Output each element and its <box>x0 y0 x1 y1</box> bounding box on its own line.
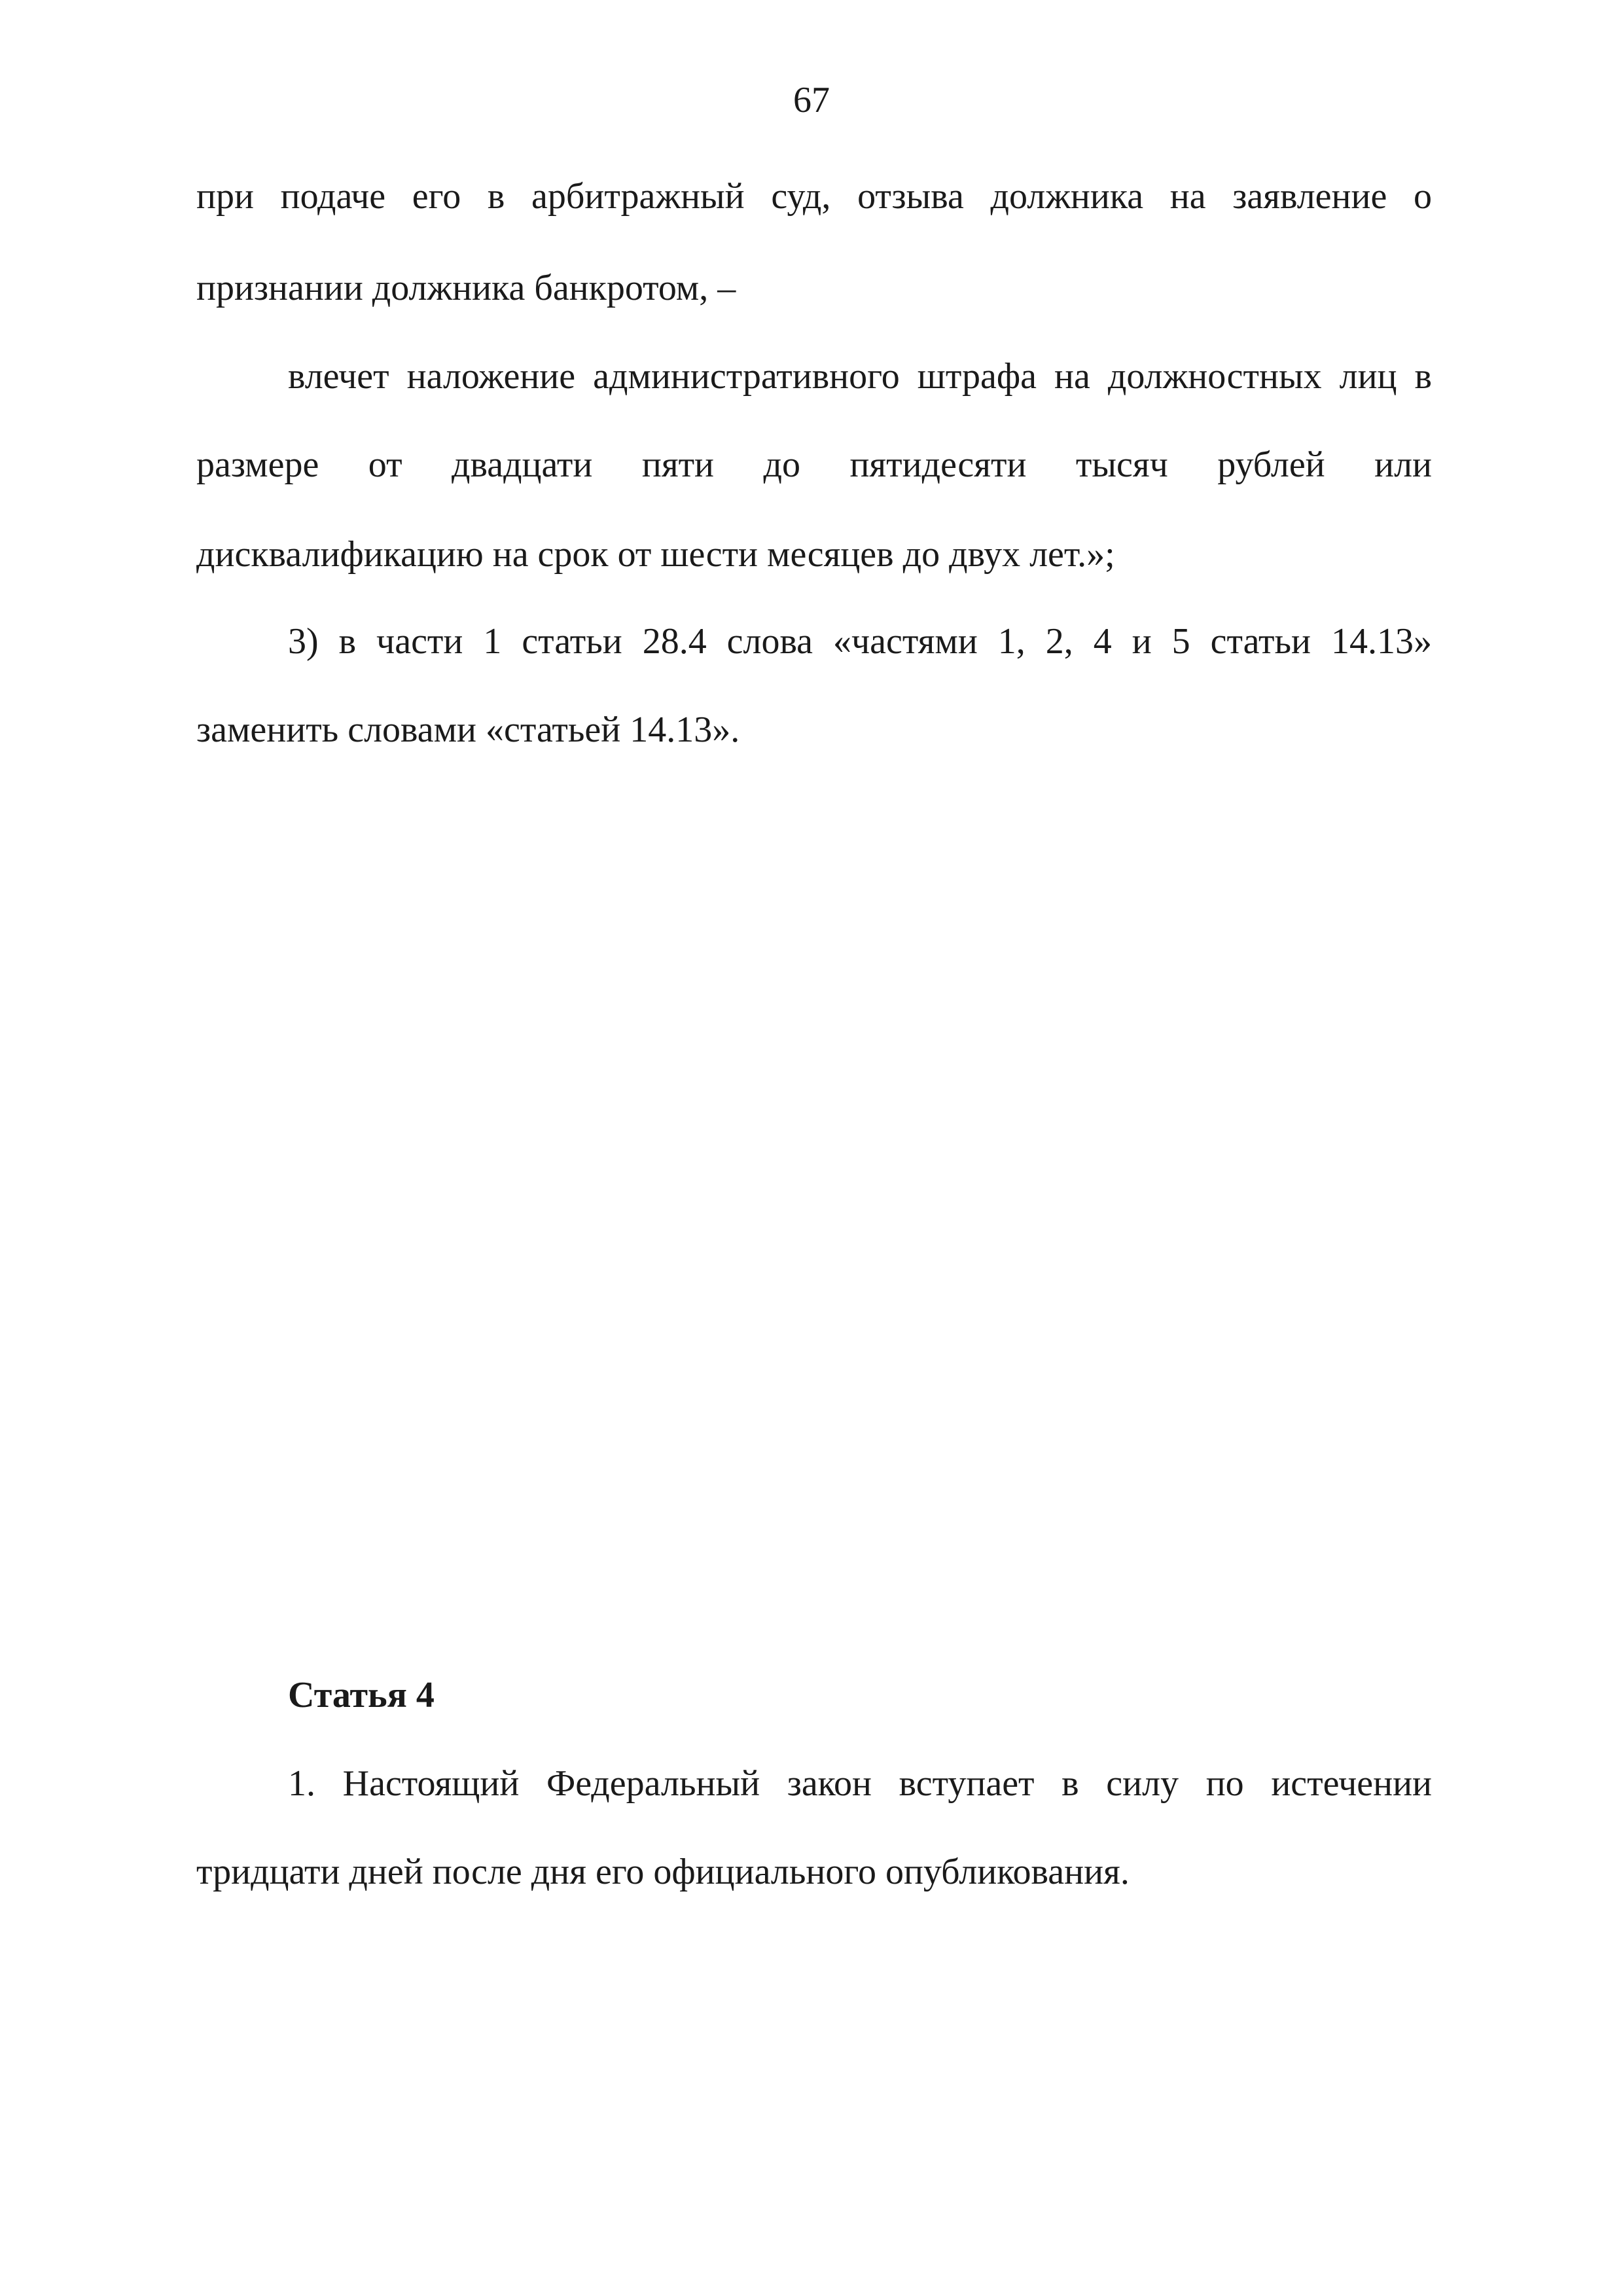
text-line-1: при подаче его в арбитражный суд, отзыва должника на заявление о <box>196 176 1432 217</box>
page-number: 67 <box>793 80 830 120</box>
text-line-5: дисквалификацию на срок от шести месяцев до двух лет.»; <box>196 534 1115 575</box>
text-line-9: тридцати дней после дня его официального опубликования. <box>196 1852 1130 1892</box>
text-line-7: заменить словами «статьей 14.13». <box>196 709 740 750</box>
text-line-6: 3) в части 1 статьи 28.4 слова «частями 1, 2, 4 и 5 статьи 14.13» <box>288 621 1432 662</box>
text-line-3: влечет наложение административного штрафа на должностных лиц в <box>288 356 1432 397</box>
text-line-8: 1. Настоящий Федеральный закон вступает в силу по истечении <box>288 1763 1432 1804</box>
text-line-2: признании должника банкротом, – <box>196 268 736 308</box>
article-heading: Статья 4 <box>288 1675 435 1715</box>
text-line-4: размере от двадцати пяти до пятидесяти тысяч рублей или <box>196 444 1432 485</box>
